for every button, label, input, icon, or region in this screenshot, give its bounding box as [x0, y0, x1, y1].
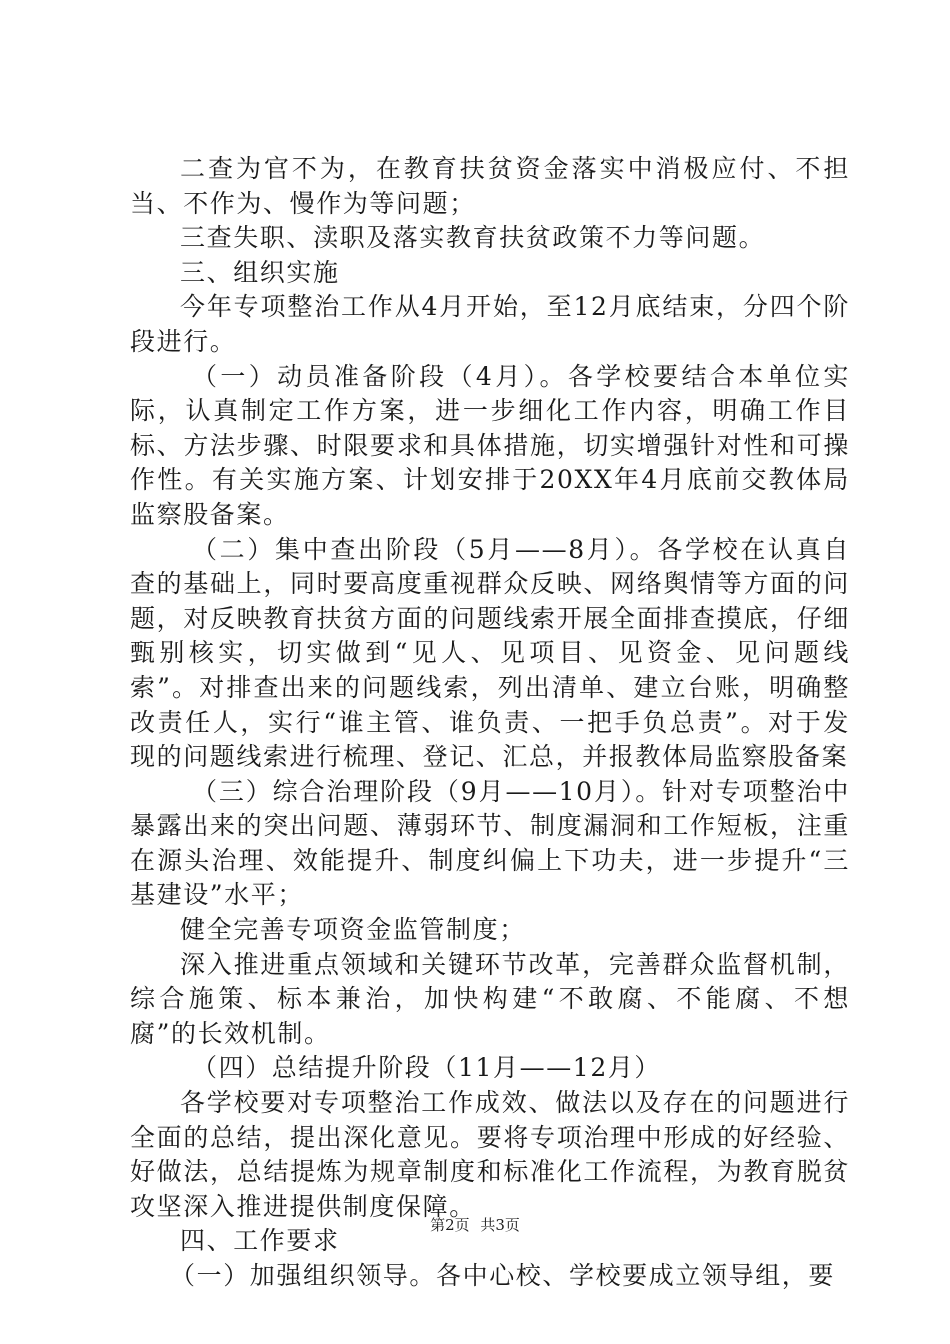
paragraph-check-dereliction: 三查失职、渎职及落实教育扶贫政策不力等问题。 [180, 223, 766, 253]
paragraph-schedule-overview: 今年专项整治工作从4月开始，至12月底结束，分四个阶段进行。 [130, 292, 850, 356]
document-body [130, 152, 850, 1294]
section-heading-requirements: 四、工作要求 [180, 1226, 340, 1256]
paragraph-summary-details: 各学校要对专项整治工作成效、做法以及存在的问题进行全面的总结，提出深化意见。要将专项治理中形成的好经验、好做法，总结提炼为规章制度和标准化工作流程，为教育脱贫攻坚深入推进提供制度保障。 [130, 1088, 850, 1221]
paragraph-check-inaction: 二查为官不为，在教育扶贫资金落实中消极应付、不担当、不作为、慢作为等问题； [130, 154, 850, 218]
page-footer [0, 1214, 950, 1235]
page-number: 第2页 [430, 1216, 470, 1234]
paragraph-stage-summary: （四）总结提升阶段（11月——12月） [192, 1053, 662, 1083]
paragraph-stage-investigation: （二）集中查出阶段（5月——8月）。各学校在认真自查的基础上，同时要高度重视群众反映、网络舆情等方面的问题，对反映教育扶贫方面的问题线索开展全面排查摸底，仔细甄别核实，切实做到“见人、见项目、见资金、见问题线索”。对排查出来的问题线索，列出清单、建立台账，明确整改责任人，实行“谁主管、谁负责、一把手负总责”。对于发现的问题线索进行梳理、登记、汇总，并报教体局监察股备案 [130, 534, 850, 772]
paragraph-strengthen-leadership: （一）加强组织领导。各中心校、学校要成立领导组，要 [170, 1261, 836, 1290]
paragraph-stage-mobilization: （一）动员准备阶段（4月）。各学校要结合本单位实际，认真制定工作方案，进一步细化工作内容，明确工作目标、方法步骤、时限要求和具体措施，切实增强针对性和可操作性。有关实施方案、计划安排于20XX年4月底前交教体局监察股备案。 [130, 361, 850, 529]
paragraph-stage-governance: （三）综合治理阶段（9月——10月）。针对专项整治中暴露出来的突出问题、薄弱环节、制度漏洞和工作短板，注重在源头治理、效能提升、制度纠偏上下功夫，进一步提升“三基建设”水平； [130, 776, 850, 910]
paragraph-fund-supervision: 健全完善专项资金监管制度； [180, 915, 526, 945]
section-heading-implementation: 三、组织实施 [180, 257, 340, 287]
page-total: 共3页 [480, 1216, 520, 1234]
paragraph-deepen-reform: 深入推进重点领域和关键环节改革，完善群众监督机制，综合施策、标本兼治，加快构建“不敢腐、不能腐、不想腐”的长效机制。 [130, 949, 850, 1048]
